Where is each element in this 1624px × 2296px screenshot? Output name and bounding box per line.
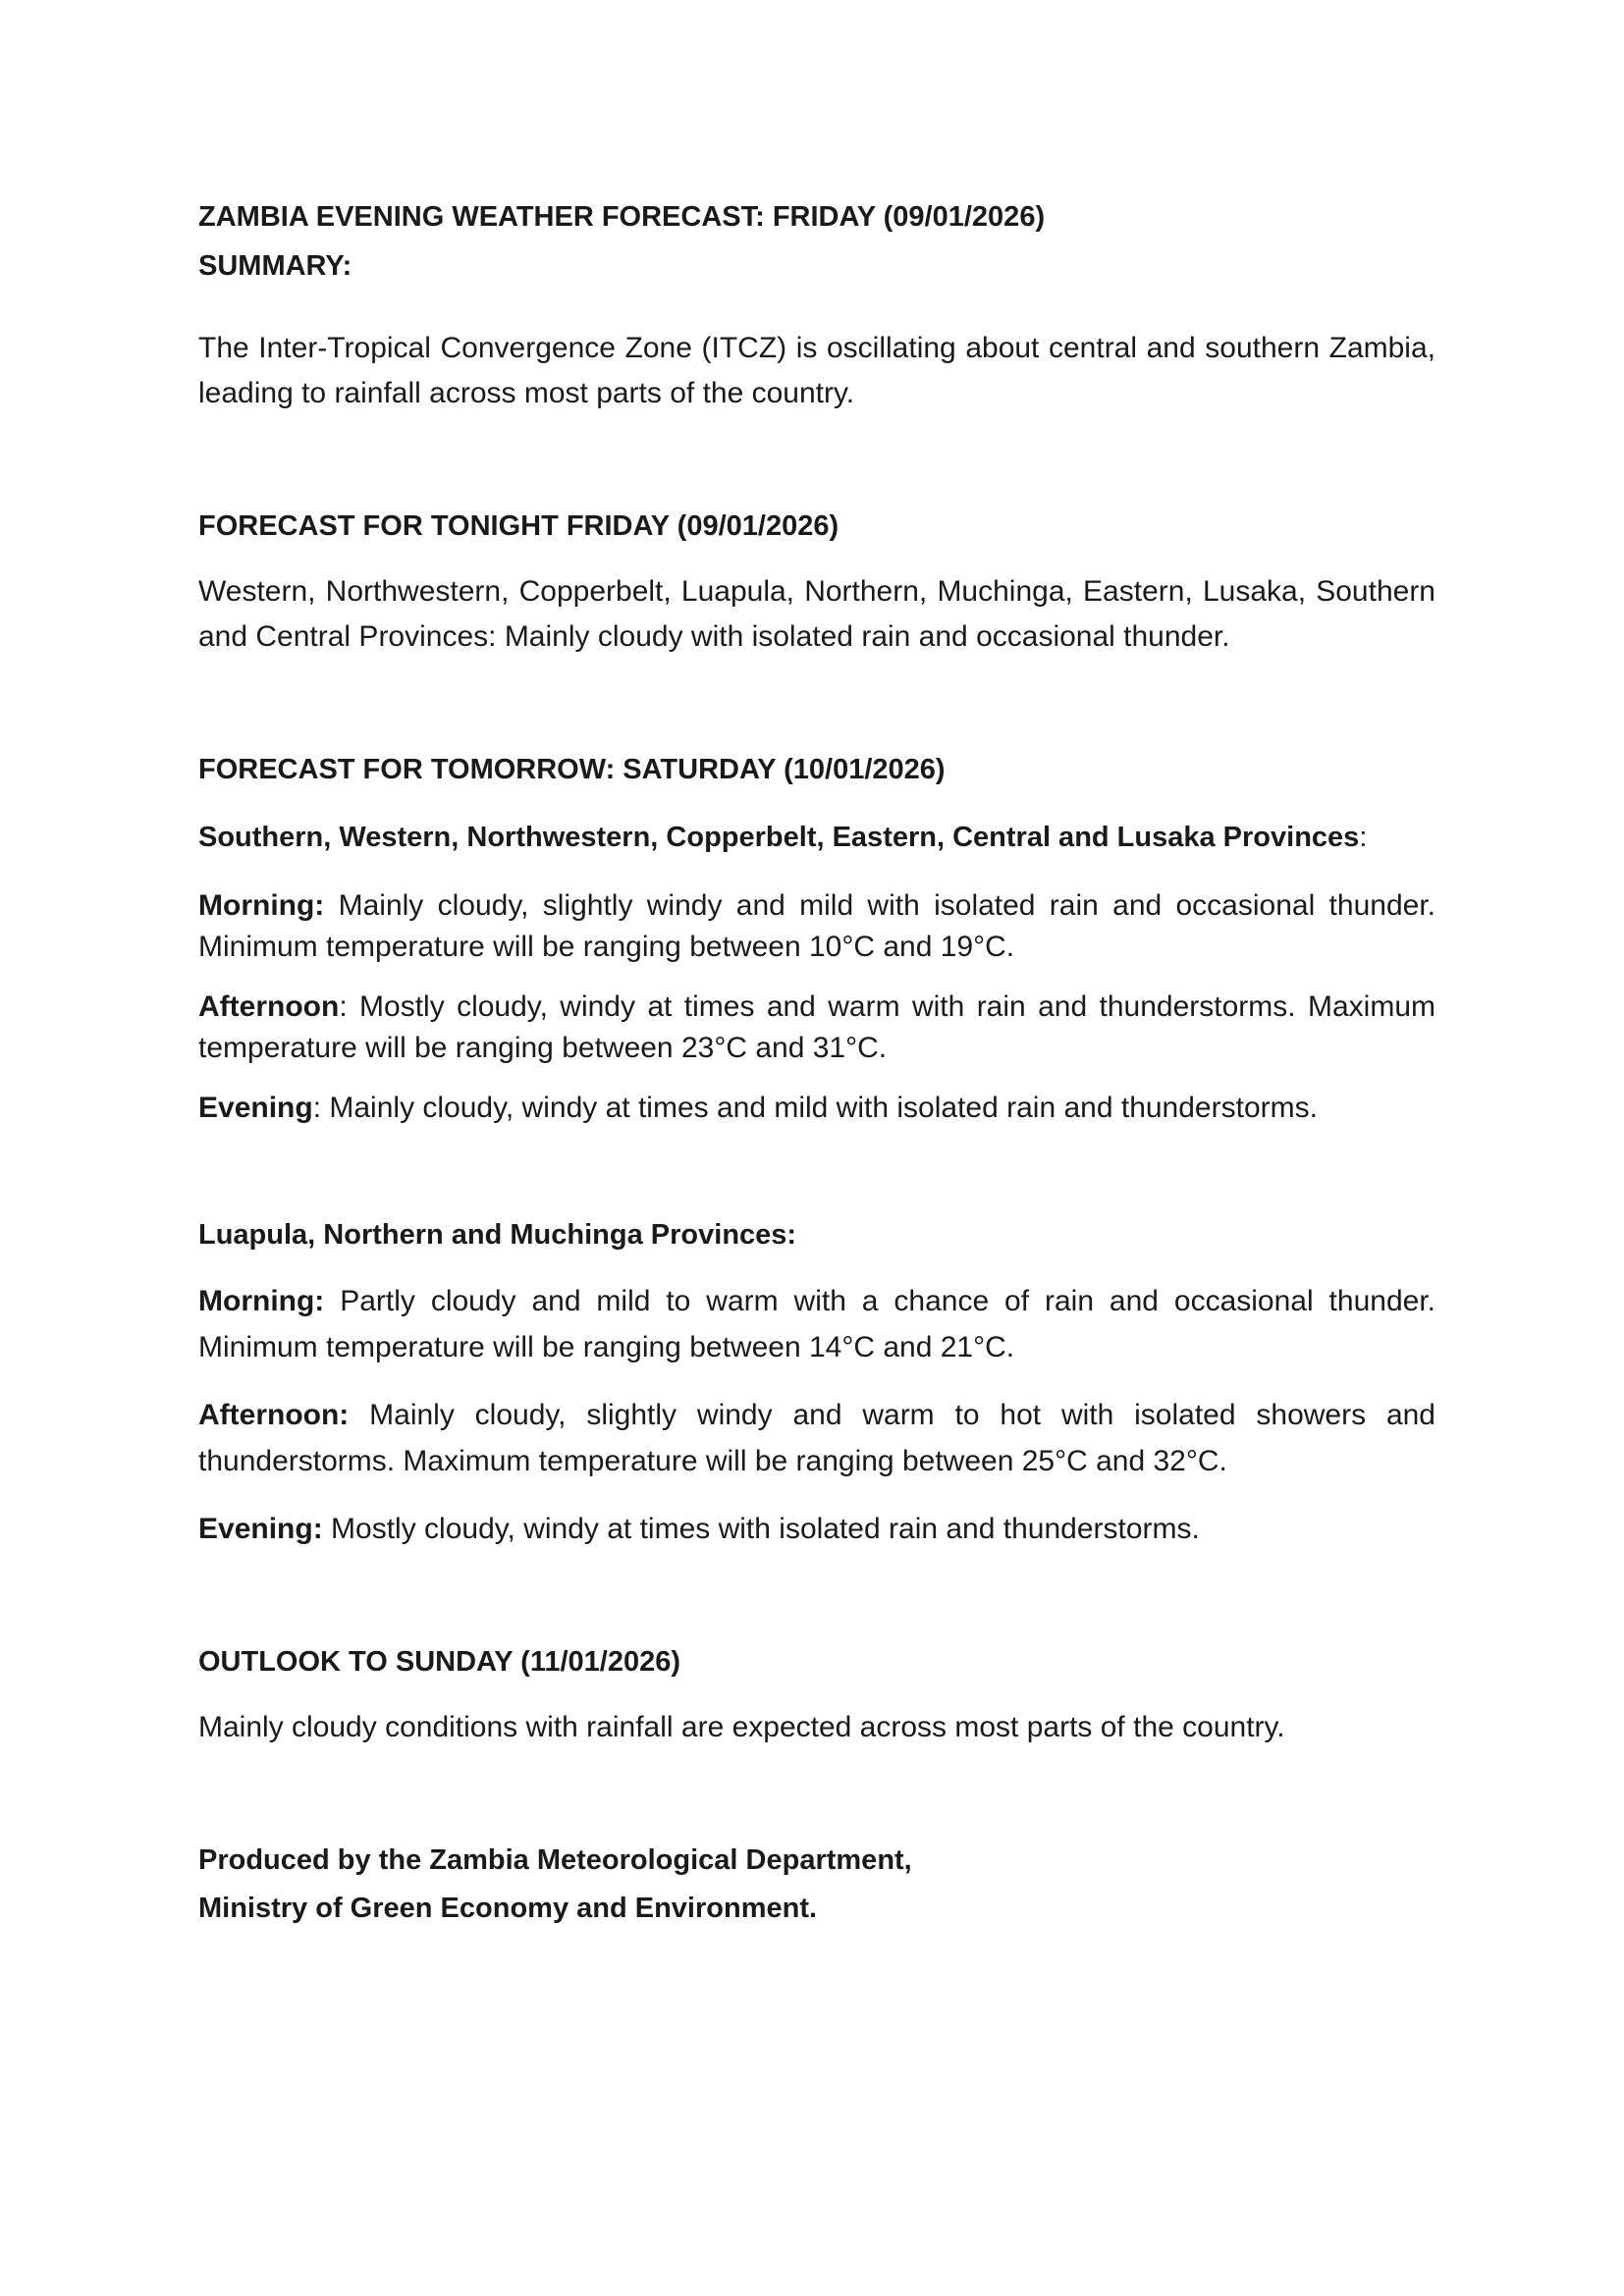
forecast-document [198, 192, 1435, 1933]
group2-afternoon [198, 1392, 1435, 1484]
group2-provinces: Luapula, Northern and Muchinga Provinces: [198, 1219, 797, 1251]
summary-label: SUMMARY: [198, 250, 352, 282]
group1-provinces-label: Southern, Western, Northwestern, Copperbelt, Eastern, Central and Lusaka Provinces [198, 822, 1360, 853]
group2-afternoon-text: Mainly cloudy, slightly windy and warm to hot with isolated showers and thunderstorms. Maximum temperature will be ranging between 25°C and 32°C. [198, 1399, 1435, 1477]
tomorrow-heading: FORECAST FOR TOMORROW: SATURDAY (10/01/2026) [198, 754, 946, 785]
group1-evening-label: Evening [198, 1092, 313, 1124]
summary-text: The Inter-Tropical Convergence Zone (ITCZ) is oscillating about central and southern Zambia, leading to rainfall across most parts of the country. [198, 332, 1435, 409]
outlook-text: Mainly cloudy conditions with rainfall are expected across most parts of the country. [198, 1711, 1285, 1743]
tonight-text: Western, Northwestern, Copperbelt, Luapula, Northern, Muchinga, Eastern, Lusaka, Southern and Central Provinces: Mainly cloudy with isolated rain and occasional thunder. [198, 575, 1435, 653]
tonight-heading: FORECAST FOR TONIGHT FRIDAY (09/01/2026) [198, 510, 839, 542]
group1-provinces [198, 818, 1435, 857]
group1-provinces-suffix: : [1359, 822, 1368, 853]
group1-morning-text: Mainly cloudy, slightly windy and mild with isolated rain and occasional thunder. Minimum temperature will be ranging between 10°C and 19°C. [198, 889, 1435, 963]
outlook-heading: OUTLOOK TO SUNDAY (11/01/2026) [198, 1646, 681, 1678]
group1-evening [198, 1088, 1435, 1129]
group1-morning-label: Morning: [198, 889, 325, 922]
group2-morning [198, 1278, 1435, 1370]
group2-afternoon-label: Afternoon: [198, 1399, 350, 1431]
footer-line-1: Produced by the Zambia Meteorological Department, [198, 1844, 912, 1876]
group2-evening [198, 1506, 1435, 1552]
group1-afternoon-text: : Mostly cloudy, windy at times and warm with rain and thunderstorms. Maximum temperature will be ranging between 23°C and 31°C. [198, 990, 1435, 1064]
group1-morning [198, 885, 1435, 968]
group2-evening-text: Mostly cloudy, windy at times with isolated rain and thunderstorms. [322, 1513, 1200, 1545]
group2-morning-text: Partly cloudy and mild to warm with a chance of rain and occasional thunder. Minimum temperature will be ranging between 14°C and 21°C. [198, 1285, 1435, 1363]
footer-line-2: Ministry of Green Economy and Environment. [198, 1893, 818, 1924]
group1-afternoon-label: Afternoon [198, 990, 340, 1023]
document-title: ZAMBIA EVENING WEATHER FORECAST: FRIDAY (09/01/2026) [198, 201, 1046, 233]
group2-evening-label: Evening: [198, 1513, 323, 1545]
group1-afternoon [198, 987, 1435, 1069]
group1-evening-text: : Mainly cloudy, windy at times and mild with isolated rain and thunderstorms. [312, 1092, 1318, 1124]
group2-morning-label: Morning: [198, 1285, 325, 1317]
